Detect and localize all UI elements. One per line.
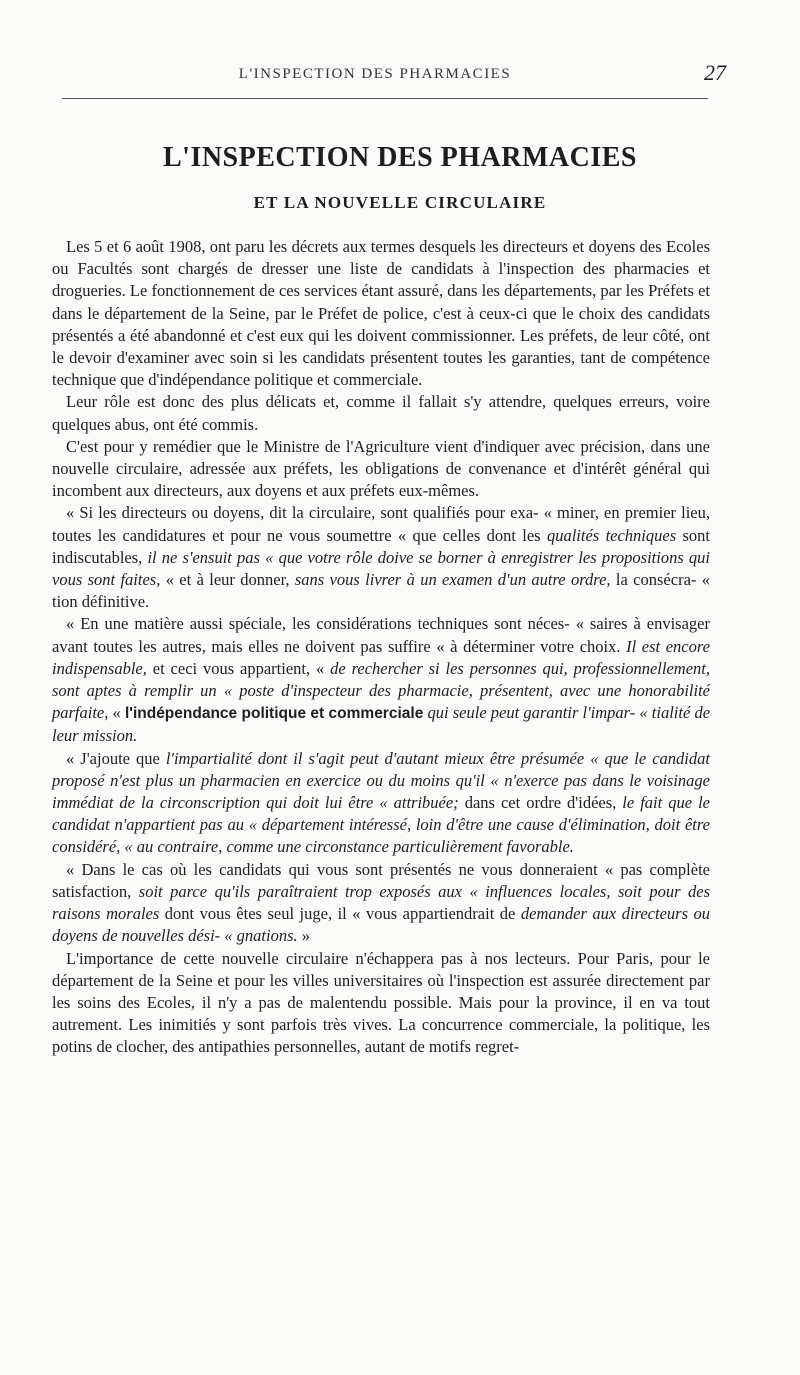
quote-italic: qui seule peut garantir l'impar- « tialité de leur mission. (52, 703, 711, 746)
quote-italic: de rechercher si les personnes qui, professionnellement, sont aptes à remplir un « poste d'inspecteur des pharmacie, présentent, avec une honorabilité parfaite, (52, 658, 710, 723)
quote-text: « Dans le cas où les candidats qui vous sont présentés ne vous donneraient « pas complète satisfaction, (52, 859, 710, 901)
quote-paragraph-1 (52, 502, 710, 613)
quote-bold: l'indépendance politique et commerciale (124, 705, 424, 723)
quote-text: sont indiscutables, (52, 525, 710, 567)
running-title: L'INSPECTION DES PHARMACIES (238, 66, 512, 82)
quote-italic: le fait que le candidat n'appartient pas au « département intéressé, loin d'être une cause d'élimination, doit être considéré, « au contraire, comme une circonstance particulièrement favorable. (52, 793, 710, 857)
quote-paragraph-4 (52, 859, 710, 948)
quote-italic: l'impartialité dont il s'agit peut d'autant mieux être présumée « que le candidat proposé n'est plus un pharmacien en exercice ou du moins qu'il « n'exerce pas dans le voisinage immédiat de la circonscription qui doit lui être « attribuée; (52, 748, 710, 813)
quote-text: dans cet ordre d'idées, (458, 793, 623, 813)
article-subtitle: ET LA NOUVELLE CIRCULAIRE (253, 193, 547, 212)
quote-italic: sans vous livrer à un examen d'un autre ordre, (294, 570, 611, 590)
quote-text: « Si les directeurs ou doyens, dit la circulaire, sont qualifiés pour exa- « miner, en premier lieu, toutes les candidatures et pour ne vous soumettre « que celles dont les (52, 503, 710, 545)
quote-italic: qualités techniques (546, 525, 677, 545)
quote-text: « (108, 703, 125, 723)
quote-text: « J'ajoute que (66, 748, 166, 768)
quote-text: et ceci vous appartient, « (146, 658, 331, 678)
quote-italic: demander aux directeurs ou doyens de nouvelles dési- « gnations. (52, 904, 711, 946)
quote-text: dont vous êtes seul juge, il « vous appartiendrait de (159, 904, 521, 924)
header-rule (62, 98, 708, 99)
quote-italic: il ne s'ensuit pas « que votre rôle doive se borner à enregistrer les propositions qui vous sont faites, (52, 547, 710, 590)
quote-paragraph-3 (52, 748, 710, 859)
quote-text: « En une matière aussi spéciale, les considérations techniques sont néces- « saires à envisager avant toutes les autres, mais elles ne doivent pas suffire « à déterminer votre choix. (52, 614, 710, 656)
quote-text: » (297, 926, 310, 946)
running-header (50, 60, 726, 90)
quote-italic: Il est encore indispensable, (52, 636, 710, 678)
paragraph-3: C'est pour y remédier que le Ministre de l'Agriculture vient d'indiquer avec précision, dans une nouvelle circulaire, adressée aux préfets, les obligations de convenance et d'intérêt général qui incombent aux directeurs, aux doyens et aux préfets eux-mêmes. (52, 436, 710, 501)
paragraph-2: Leur rôle est donc des plus délicats et, comme il fallait s'y attendre, quelques erreurs, voire quelques abus, ont été commis. (52, 392, 710, 434)
quote-text: la consécra- « tion définitive. (52, 570, 710, 612)
article-body (52, 236, 710, 1059)
paragraph-1: Les 5 et 6 août 1908, ont paru les décrets aux termes desquels les directeurs et doyens des Ecoles ou Facultés sont chargés de dresser une liste de candidats à l'inspection des pharmacies et drogueries. Le fonctionnement de ces services étant assuré, dans les départements, par les Préfets et dans le département de la Seine, par le Préfet de police, c'est à ceux-ci que le choix des candidats présentés a été abandonné et c'est eux qui les doivent commissionner. Les préfets, de leur côté, ont le devoir d'examiner avec soin si les candidats présentent toutes les garanties, tant de compétence technique que d'indépendance politique et commerciale. (52, 237, 710, 390)
paragraph-4: L'importance de cette nouvelle circulaire n'échappera pas à nos lecteurs. Pour Paris, pour le département de la Seine et pour les villes universitaires où l'inspection est assurée directement par les soins des Ecoles, il n'y a pas de malentendu possible. Mais pour la province, il en va tout autrement. Les inimitiés y sont parfois très vives. La concurrence commerciale, la politique, les potins de clocher, des antipathies personnelles, autant de motifs regret- (52, 948, 710, 1057)
quote-italic: soit parce qu'ils paraîtraient trop exposés aux « influences locales, soit pour des raisons morales (52, 881, 710, 924)
page-number: 27 (704, 60, 726, 85)
quote-text: « et à leur donner, (160, 570, 295, 590)
article-title: L'INSPECTION DES PHARMACIES (162, 142, 638, 173)
quote-paragraph-2 (52, 613, 710, 747)
